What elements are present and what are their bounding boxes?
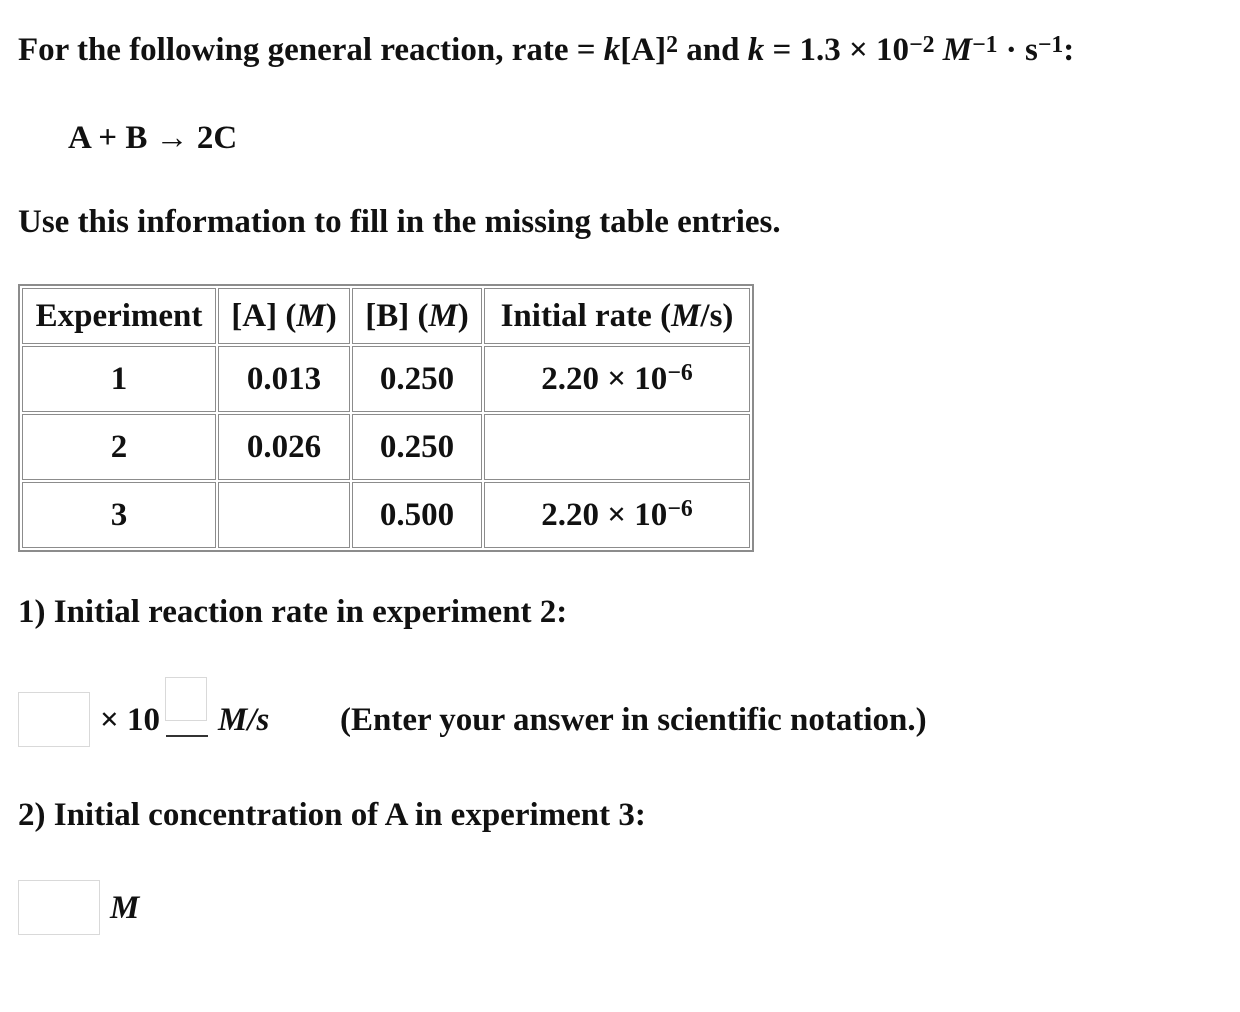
rate-mantissa: 2.20 × 10 [541, 360, 668, 397]
kinetics-data-table [18, 284, 754, 552]
unit-molarity-exponent: −1 [972, 31, 998, 58]
header-b-text: [B] ( [365, 297, 429, 334]
cell-experiment: 1 [22, 346, 216, 412]
cell-concentration-b: 0.250 [352, 346, 482, 412]
header-initial-rate [484, 288, 750, 344]
scientific-notation-hint: (Enter your answer in scientific notation.) [340, 702, 927, 738]
header-a-close: ) [325, 297, 337, 334]
rate-constant-symbol-2: k [747, 32, 765, 68]
unit-molarity: M [942, 32, 973, 68]
table-row [22, 482, 750, 548]
problem-statement [18, 28, 1074, 75]
times-ten-label: × 10 [100, 702, 161, 738]
instruction-text: Use this information to fill in the missing table entries. [18, 204, 781, 240]
question-2-label: 2) Initial concentration of A in experiment 3: [18, 797, 646, 833]
intro-text: For the following general reaction, rate = [18, 32, 604, 68]
unit-seconds: · s [997, 32, 1038, 68]
header-experiment [22, 288, 216, 344]
header-concentration-a [218, 288, 350, 344]
rate-exponent-input[interactable] [165, 677, 207, 721]
rate-exponent: −6 [667, 360, 693, 387]
header-rate-text: Initial rate ( [500, 297, 672, 334]
table-header-row [22, 288, 750, 344]
rate-constant-value: = 1.3 × 10 [764, 32, 910, 68]
header-concentration-b [352, 288, 482, 344]
rate-mantissa-input[interactable] [18, 692, 90, 747]
cell-concentration-a: 0.026 [218, 414, 350, 480]
question-1-label: 1) Initial reaction rate in experiment 2: [18, 594, 568, 630]
cell-concentration-b: 0.500 [352, 482, 482, 548]
intro-and: and [677, 32, 748, 68]
cell-experiment: 2 [22, 414, 216, 480]
cell-initial-rate [484, 346, 750, 412]
intro-colon: : [1063, 32, 1075, 68]
cell-initial-rate [484, 482, 750, 548]
table-row [22, 346, 750, 412]
header-a-text: [A] ( [231, 297, 297, 334]
header-experiment-text: Experiment [35, 297, 203, 334]
unit-seconds-exponent: −1 [1037, 31, 1064, 58]
rate-exponent: −6 [667, 496, 693, 523]
rate-constant-exponent: −2 [909, 31, 935, 58]
cell-concentration-a: 0.013 [218, 346, 350, 412]
header-a-unit: M [296, 297, 326, 334]
header-b-close: ) [457, 297, 469, 334]
exponent-underline [166, 735, 208, 737]
concentration-unit-label: M [110, 890, 140, 926]
table-row [22, 414, 750, 480]
header-rate-unit-m: M [671, 297, 701, 334]
rate-unit-label: M/s [218, 702, 270, 738]
header-b-unit: M [428, 297, 458, 334]
rate-constant-symbol: k [603, 32, 621, 68]
cell-initial-rate [484, 414, 750, 480]
cell-experiment: 3 [22, 482, 216, 548]
cell-concentration-b: 0.250 [352, 414, 482, 480]
cell-concentration-a [218, 482, 350, 548]
intro-space [934, 32, 942, 68]
header-rate-unit-s: /s) [700, 297, 734, 334]
reaction-equation: A + B → 2C [68, 120, 238, 156]
concentration-a-term: [A] [620, 32, 667, 68]
reaction-order: 2 [666, 31, 678, 58]
concentration-a-input[interactable] [18, 880, 100, 935]
rate-mantissa: 2.20 × 10 [541, 496, 668, 533]
